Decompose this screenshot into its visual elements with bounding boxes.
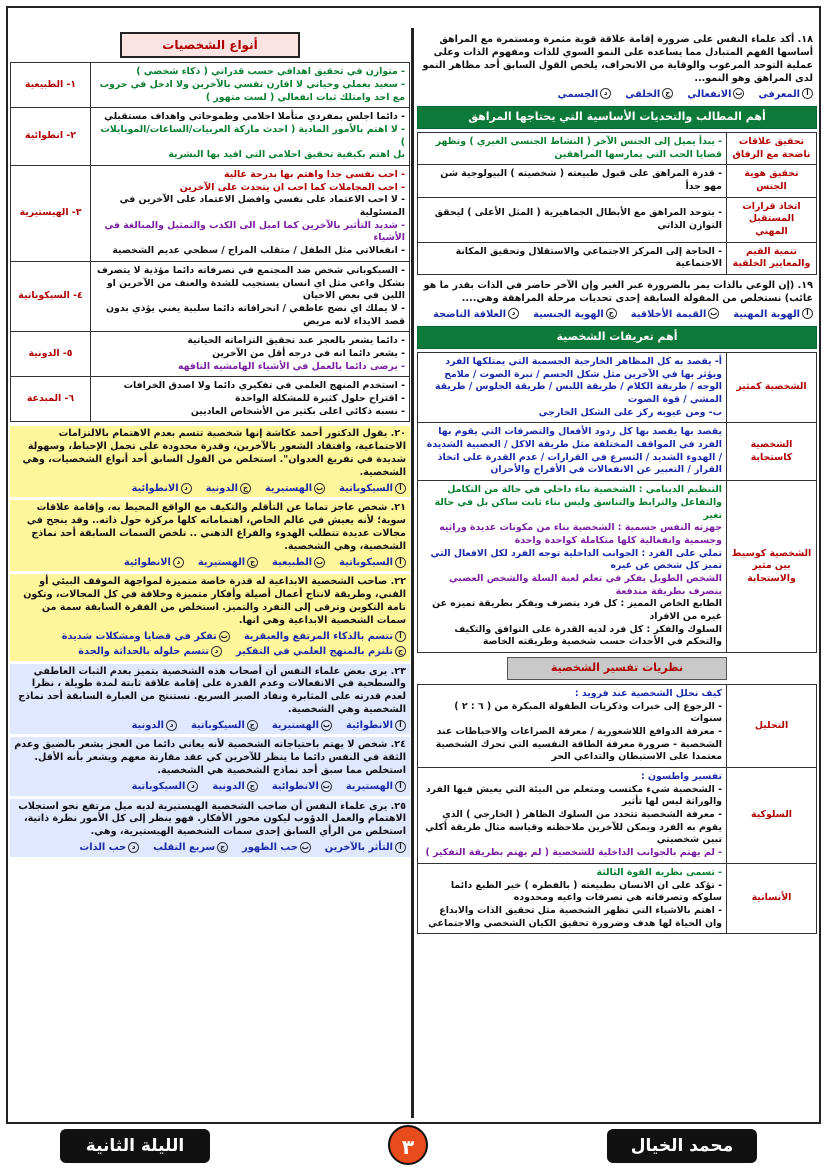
answer-options bbox=[421, 88, 813, 101]
row-label: ٦- المبدعة bbox=[11, 377, 91, 422]
question-text: ٢٣. يرى بعض علماء النفس أن أصحاب هذه الشخصية يتميز بعدم الثبات العاطفي والسطحية في الانفعالات وعدم القدرة على إقامة علاقة ثابتة لمدة طويلة ، نظرا لعدم قدرته على المثابرة ونفاد الصبر السريع. نستنتج من العبارة السابقة أحد نماذج الشخصية وهي الشخصية. bbox=[18, 665, 406, 716]
option-c[interactable]: جالدونية bbox=[212, 780, 257, 793]
row-label: ٢- انطوائية bbox=[11, 108, 91, 166]
theories-table bbox=[417, 684, 817, 934]
table-row bbox=[418, 481, 817, 653]
row-label: اتخاذ قرارات المستقبل المهني bbox=[727, 197, 817, 242]
option-d[interactable]: دالعلاقة الناضجة bbox=[433, 308, 519, 321]
row-text: التنظيم الدينامي : الشخصية بناء داخلي في حالة من التكامل والتفاعل والترابط والتناسق وليس بناء ثابت ساكن بل في حالة تغير جهزته النفس جسمية : الشخصية بناء من مكونات عديدة وراثيه وجسمية وانفعالية كلها متكاملة كواحدة واحدة تملي على الفرد : الجوانب الداخلية توجه الفرد لكل الافعال التي تميز كل شخص عن غيره الشخص الطويل يفكر في تعلم لعبة السلة والشخص العصبي يتصرف بطريقة مندفعة الطابع الخاص المميز : كل فرد يتصرف ويفكر بطريقة تميزه عن غيره من الافراد السلوك والفكر : كل فرد لديه القدرة على التوافق والتكيف والتحكم في الأحداث حسب شخصية وطريقته الخاصة bbox=[418, 481, 727, 653]
table-row bbox=[418, 352, 817, 422]
question-text: ٢٠. يقول الدكتور أحمد عكاشة إنها شخصية تتسم بعدم الاهتمام بالالتزامات الاجتماعية، وافتقاد الشعور بالآخرين، وقدرة محدودة على تحمل الإحباط، وسهولة شديدة في تفريغ العدوان". استخلص من القول السابق أحد أنواع الشخصيات، وهي الشخصية. bbox=[22, 428, 406, 479]
left-column bbox=[10, 32, 410, 860]
edition-badge: الليلة الثانية bbox=[60, 1129, 210, 1163]
option-d[interactable]: دالسيكوباتية bbox=[132, 780, 199, 793]
row-label: ١- الطبيعية bbox=[11, 63, 91, 108]
table-row bbox=[418, 684, 817, 767]
row-text: - احب نفسي جدا واهتم بها بدرجة عالية - احب المجاملات كما احب ان يتحدث على الآخرين - لا احب الاعتماد على نفسي وافضل الاعتماد على الآخرين في المسئولية - شديد التأثير بالآخرين كما اميل الى الكذب والتمثيل والمبالغة في الأشياء - انفعالاتي مثل الطفل / متقلب المزاج / سطحي عديم الشخصية bbox=[91, 166, 410, 262]
needs-section-title: أهم المطالب والتحديات الأساسية التي يحتاجها المراهق bbox=[417, 106, 817, 129]
option-a[interactable]: أالتأثر بالآخرين bbox=[325, 841, 406, 854]
needs-table bbox=[417, 132, 817, 275]
table-row bbox=[418, 423, 817, 481]
row-text: - تسمى نظريه القوة الثالثة - تؤكد على ان الانسان بطبيعته ( بالفطره ) خير الطبع دائما سلوكه وتصرفاته هي تصرفات واعيه ومحدوده - اهتم بالاشياء التي تظهر الشخصية مثل تحقيق الذات والابداع وان الحياة لها هدف وضرورة تحقيق الكيان الشخصي والاجتماعي bbox=[418, 863, 727, 933]
row-text: - دائما يشعر بالعجز عند تحقيق التزاماته الحياتية - يشعر دائما انه في درجه أقل من الآخرين - يرضى دائما بالعمل في الأشياء الهامشيه التافهه bbox=[91, 332, 410, 377]
table-row bbox=[11, 166, 410, 262]
row-label: التحليل bbox=[727, 684, 817, 767]
row-label: الأنسانية bbox=[727, 863, 817, 933]
question-text: ١٨. أكد علماء النفس على ضرورة إقامة علاقة قوية مثمرة ومستمرة مع المراهق أساسها الفهم المتبادل مما يساعده على النمو السوي للذات ومفهوم الذات وعلى عملية التوحد المرغوب والوقاية من الانحراف، يلخص القول السابق أحد مظاهر النمو لدى المراهق وهو النمو... bbox=[422, 34, 813, 84]
question-24 bbox=[10, 737, 410, 795]
option-c[interactable]: جالهوية الجنسية bbox=[533, 308, 617, 321]
option-b[interactable]: بحب الظهور bbox=[242, 842, 309, 854]
option-d[interactable]: دحب الذات bbox=[79, 841, 139, 854]
question-19 bbox=[417, 278, 817, 323]
table-row bbox=[418, 768, 817, 864]
table-row bbox=[418, 242, 817, 274]
author-name-badge: محمد الخيال bbox=[607, 1129, 757, 1163]
page-number: ٣ bbox=[388, 1125, 428, 1165]
question-text: ٢٥. يرى علماء النفس أن صاحب الشخصية الهيستيرية لديه ميل مرتفع نحو استجلاب الاهتمام والعمل الدؤوب ليكون محور الأفكار. فهو ينظر إلى كل الأمور نظرة ذاتية، استخلص من الرأي السابق إحدى سمات الشخصية الهيستيرية، وهي. bbox=[18, 800, 406, 838]
answer-options bbox=[14, 841, 406, 854]
option-b[interactable]: بالهستيرية bbox=[264, 483, 324, 495]
option-c[interactable]: جالخلقي bbox=[625, 88, 673, 101]
option-d[interactable]: دالدونية bbox=[132, 719, 177, 732]
table-row bbox=[11, 108, 410, 166]
option-b[interactable]: بالطبيعية bbox=[272, 557, 324, 569]
right-column bbox=[417, 32, 817, 934]
row-text: تفسير واطسون : - الشخصية شيء مكتسب ومتعلم من البيئة التي يعيش فيها الفرد والوراثة ليس لها تأثير - معرفة الشخصية تتحدد من السلوك الظاهر ( الخارجي ) الذي يقوم به الفرد ويمكن للآخرين ملاحظته وقياسه مثال طريقة أكلي تبين شخصيتي - لم يهتم بالجوانب الداخلية للشخصية ( لم يهتم بطريقة التفكير ) bbox=[418, 768, 727, 864]
option-a[interactable]: أالسيكوباتية bbox=[339, 482, 406, 495]
option-c[interactable]: جتلتزم بالمنهج العلمي في التفكير bbox=[236, 645, 406, 658]
row-label: السلوكية bbox=[727, 768, 817, 864]
answer-options bbox=[14, 719, 406, 732]
row-label: الشخصية كاستجابة bbox=[727, 423, 817, 481]
question-text: ٢٤. شخص لا يهتم باحتياجاته الشخصية لأنه يعاني دائما من العجز يشعر بالضيق وعدم الثقة في النفس دائما ما ينظر للآخرين كي عقد مقارنة معهم ويشعر بأنه الأقل. استخلص مما سبق أحد نماذج الشخصية هي الشخصية. bbox=[14, 739, 406, 777]
table-row bbox=[418, 132, 817, 164]
option-d[interactable]: دالانطوائية bbox=[124, 556, 184, 569]
question-text: ١٩. (إن الوعي بالذات يمر بالضرورة عبر الغير وإن الآخر حاضر في الذات بقدر ما هو غائب) نستخلص من المقولة السابقة إحدى تحديات مرحلة المراهقة وهي.... bbox=[423, 280, 813, 304]
table-row bbox=[11, 261, 410, 331]
row-text: - السيكوباتي شخص ضد المجتمع في تصرفاته دائما مؤذية لا يتصرف بشكل واعي مثل اي انسان يستجيب للشدة والعنف من الآخرين او اللين في بعض الاحيان - لا يملك اي نضج عاطفي / انحرافاته دائما سلبية يعني يؤذي بدون قصد الايذاء لانه مريض bbox=[91, 261, 410, 331]
row-label: ٥- الدونية bbox=[11, 332, 91, 377]
option-d[interactable]: دتتسم حلوله بالحداثة والجدة bbox=[78, 645, 222, 658]
option-b[interactable]: بتفكر في قضايا ومشكلات شديدة bbox=[61, 631, 228, 643]
row-label: الشخصية كمثير bbox=[727, 352, 817, 422]
row-text: - يتوحد المراهق مع الأبطال الجماهيرية ( المثل الأعلى ) ليحقق التوازن الذاتي bbox=[418, 197, 727, 242]
definitions-section-title: أهم تعريفات الشخصية bbox=[417, 326, 817, 349]
question-23 bbox=[10, 664, 410, 735]
row-label: الشخصية كوسيط بين مثير والاستجابة bbox=[727, 481, 817, 653]
option-a[interactable]: أالهوية المهنية bbox=[733, 308, 813, 321]
option-c[interactable]: جالسيكوباتية bbox=[191, 719, 258, 732]
row-label: تنمية القيم والمعايير الخلقية bbox=[727, 242, 817, 274]
option-d[interactable]: دالجسمي bbox=[558, 88, 612, 101]
row-text: يقصد بها يقصد بها كل ردود الأفعال والتصرفات التي يقوم بها الفرد في المواقف المختلفة مثل طريقة الاكل / العصبية الشديدة / الهدوء الشديد / التسرع في القرارات / عدم القدرة على اتخاذ القرار / التعبير عن الانفعالات في الأفراح والأحزان bbox=[418, 423, 727, 481]
question-20 bbox=[10, 426, 410, 497]
theories-section-title: نظريات تفسير الشخصية bbox=[507, 657, 727, 680]
question-21 bbox=[10, 500, 410, 571]
question-18 bbox=[417, 32, 817, 103]
answer-options bbox=[14, 780, 406, 793]
option-a[interactable]: أالمعرفي bbox=[758, 88, 813, 101]
table-row bbox=[418, 197, 817, 242]
row-text: - قدرة المراهق على قبول طبيعته ( شخصيته ) البيولوجية شن مهو جدأ bbox=[418, 165, 727, 197]
option-d[interactable]: دالانطوائية bbox=[132, 482, 192, 495]
answer-options bbox=[14, 556, 406, 569]
table-row bbox=[418, 165, 817, 197]
row-text: - دائما اجلس بمفردي متأملا احلامي وطموحاتي واهداف مستقبلي - لا اهتم بالأمور المادية ( احدث ماركة العربيات/الساعات/الموبايلات ) بل اهتم بكيفية تحقيق احلامي التي افيد بها البشرية bbox=[91, 108, 410, 166]
row-text: - الحاجة إلى المركز الاجتماعي والاستقلال وتحقيق المكانة الاجتماعية bbox=[418, 242, 727, 274]
answer-options bbox=[14, 630, 406, 658]
definitions-table bbox=[417, 352, 817, 653]
option-b[interactable]: بالانطوائية bbox=[271, 781, 330, 793]
option-a[interactable]: أالهستيرية bbox=[346, 780, 406, 793]
row-text: أ- يقصد به كل المظاهر الخارجية الجسمية التي يمتلكها الفرد ويؤثر بها في الآخرين مثل شكل الجسم / نبرة الصوت / ملامح الوجه / طريقة الكلام / طريقة اللبس / طريقة الجلوس / طريقة المشي / قوة الصوت ب- ومن عيوبه ركز على الشكل الخارجي bbox=[418, 352, 727, 422]
types-table bbox=[10, 62, 410, 422]
row-label: تحقيق هوية الجنس bbox=[727, 165, 817, 197]
option-a[interactable]: أالانطوائية bbox=[346, 719, 406, 732]
question-22 bbox=[10, 574, 410, 660]
option-a[interactable]: أتتسم بالذكاء المرتفع والعبقرية bbox=[244, 630, 406, 643]
row-text: - استخدم المنهج العلمي في تفكيري دائما ولا اصدق الخرافات - اقتراح حلول كثيرة للمشكلة الواحدة - نسبه ذكائي اعلى بكثير من الأشخاص العاديين bbox=[91, 377, 410, 422]
option-a[interactable]: أالسيكوباتية bbox=[339, 556, 406, 569]
column-divider bbox=[411, 28, 414, 1118]
row-text: - يبدأ يميل إلى الجنس الآخر ( النشاط الجنسي الغيري ) وتظهر قضايا الحب التي يمارسها المراهقين bbox=[418, 132, 727, 164]
answer-options bbox=[421, 308, 813, 321]
question-text: ٢١. شخص عاجز تماما عن التأقلم والتكيف مع الواقع المحيط به، وإقامة علاقات سوية؛ لأنه يعيش في عالم الخاص، اهتماماته كلها مركزة حول ذاته.. وقد ينجح في مجالات عديدة تتطلب الهدوء والفراغ الذهني .. تلخص السمات السابقة أحد نماذج الشخصية، وهي الشخصية. bbox=[26, 502, 406, 553]
option-c[interactable]: جالدونية bbox=[206, 482, 251, 495]
option-b[interactable]: بالقيمة الأخلاقية bbox=[630, 308, 718, 320]
answer-options bbox=[14, 482, 406, 495]
question-text: ٢٢. صاحب الشخصية الابداعية له قدرة خاصة متميزة لمواجهة الموقف البيئي أو الفني، وطريقة لانتاج أعمال أصيلة وأفكار متميزة وخلاقة في كل المجالات، وتكون تامة التكوين وترقى إلى التفرد والتميز. استخلص من الفقرة السابقة سمة من سمات الشخصية الابداعية وهي انها. bbox=[23, 576, 406, 627]
option-b[interactable]: بالهستيرية bbox=[271, 720, 331, 732]
table-row bbox=[11, 63, 410, 108]
option-c[interactable]: جالهستيرية bbox=[198, 556, 258, 569]
table-row bbox=[11, 377, 410, 422]
row-label: تحقيق علاقات ناضجة مع الرفاق bbox=[727, 132, 817, 164]
table-row bbox=[418, 863, 817, 933]
option-b[interactable]: بالانفعالي bbox=[687, 88, 743, 100]
row-label: ٣- الهيستيرية bbox=[11, 166, 91, 262]
row-label: ٤- السيكوباتية bbox=[11, 261, 91, 331]
types-section-title: أنواع الشخصيات bbox=[120, 32, 300, 58]
question-25 bbox=[10, 799, 410, 857]
table-row bbox=[11, 332, 410, 377]
row-text: - متوازن في تحقيق اهدافي حسب قدراتي ( ذكاء شخصي ) - سعيد بعملي وحياتي لا اقارن نفسي بالآخرين ولا ادخل في حروب مع احد وامتلك ثبات انفعالي ( لست متهور ) bbox=[91, 63, 410, 108]
row-text: كيف نحلل الشخصية عند فرويد : - الرجوع إلى خبرات وذكريات الطفولة المبكرة من ( ٦ : ٢ ) سنوات - معرفة الدوافع اللاشعورية / معرفة الصراعات والاحباطات عند الشخصية - ضرورة معرفة الطاقة النفسيه التي تحرك الشخصية معتمدا على الاستبطان والتداعي الحر bbox=[418, 684, 727, 767]
option-c[interactable]: جسريع التقلب bbox=[153, 841, 228, 854]
